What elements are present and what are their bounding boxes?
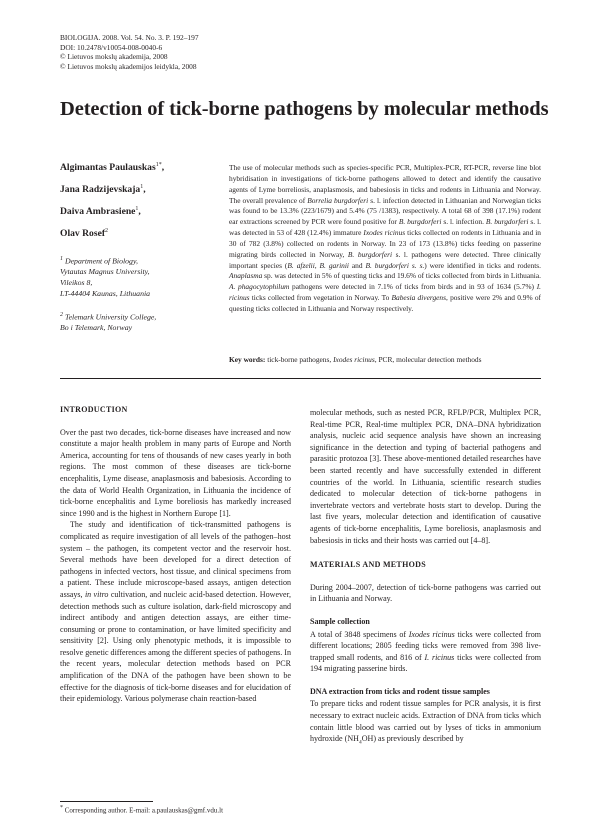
affiliation-line: Department of Biology, — [64, 256, 138, 266]
author-mark: 1* — [155, 162, 162, 168]
copyright-academy: © Lietuvos mokslų akademija, 2008 — [60, 52, 168, 62]
affiliation-line: Vytautas Magnus University, — [60, 267, 150, 277]
keywords-label: Key words: — [229, 355, 266, 364]
dna-extraction-heading: DNA extraction from ticks and rodent tissue samples — [310, 686, 490, 696]
affiliation-line: Vileikos 8, — [60, 278, 93, 288]
dna-extraction-paragraph: To prepare ticks and rodent tissue samples for PCR analysis, it is first necessary to extract nucleic acids. Extraction of DNA from ticks which contain little blood was carried out by lyses of ticks in ammonium hydroxide $(NH_4OH)$ as previously described by — [310, 699, 541, 746]
affiliation-2 — [60, 310, 220, 334]
copyright-publisher: © Lietuvos mokslų akademijos leidykla, 2008 — [60, 61, 197, 71]
methods-heading: MATERIALS AND METHODS — [310, 560, 426, 570]
author-2 — [60, 180, 220, 202]
author-3 — [60, 202, 220, 224]
section-divider — [60, 378, 541, 379]
affiliation-mark: 1 — [60, 256, 63, 262]
doi[interactable]: DOI: 10.2478/v10054-008-0040-6 — [60, 42, 163, 52]
abstract: The use of molecular methods such as species-specific PCR, Multiplex-PCR, RT-PCR, reverse line blot hybridisation in investigations of tick-borne pathogens allowed to detect and identify the causative agents of Lyme borreliosis, anaplasmosis, and babesiosis in ticks and rodents in Lithuania and Norway. The overall prevalence of Borrelia burgdorferi s. l. infection detected in Lithuanian and Norwegian ticks was found to be 13.3% (223/1679) and 5.4% (75 /1383), respectively. A total 68 of 398 (17.1%) rodent ear extractions screened by PCR were found positive for B. burgdorferi s. l. infection. B. burgdorferi s. l. was detected in 53 of 428 (12.4%) immature Ixodes ricinus ticks collected on rodents in Lithuania and in 30 of 782 (3.8%) collected on rodents in Norway. In 23 of 173 (13.8%) ticks feeding on passerine migrating birds collected in Norway, B. burgdorferi s. l. pathogens were detected. Three clinically important species (B. afzelii, B. garinii and B. burgdorferi s. s.) were identified in ticks and rodents. Anaplasma sp. was detected in 5% of questing ticks and 19.6% of ticks collected from birds in Lithuania. A. phagocytophilum pathogens were detected in 7.1% of ticks from birds and in 93 of 1634 (5.7%) I. ricinus ticks collected from vegetation in Norway. To Babesia divergens, positive were 2% and 0.9% of questing ticks collected in Lithuania and Norway respectively. — [229, 163, 541, 313]
affiliation-line: Telemark University College, — [64, 312, 157, 322]
author-name: Algimantas Paulauskas — [60, 162, 156, 174]
column-right — [310, 407, 541, 749]
article-title: Detection of tick-borne pathogens by molecular methods — [60, 98, 549, 120]
author-name: Daiva Ambrasiene — [60, 206, 136, 218]
affiliation-line: Bo i Telemark, Norway — [60, 323, 133, 333]
footnote: * Corresponding author. E-mail: a.paulauskas@gmf.vdu.lt — [60, 805, 224, 815]
author-suffix: , — [143, 184, 146, 196]
footnote-divider — [60, 801, 153, 802]
journal-meta — [60, 33, 199, 71]
author-1 — [60, 158, 220, 180]
author-mark: 1 — [140, 184, 144, 190]
methods-paragraph-1: During 2004–2007, detection of tick-borne pathogens was carried out in Lithuania and Norway. — [310, 582, 541, 604]
author-name: Jana Radzijevskaja — [60, 184, 141, 196]
introduction-heading: INTRODUCTION — [60, 405, 128, 414]
author-suffix: , — [161, 162, 165, 174]
author-mark: 2 — [105, 228, 109, 234]
journal-citation: BIOLOGIJA. 2008. Vol. 54. No. 3. P. 192–197 — [60, 33, 199, 42]
sample-collection-paragraph: A total of 3848 specimens of Ixodes ricinus ticks were collected from different locations; 2805 feeding ticks were removed from 398 live-trapped small rodents, and 816 of I. ricinus ticks were collected from 194 migrating passerine birds. — [310, 629, 542, 674]
author-suffix: , — [138, 206, 141, 218]
column-left — [60, 404, 291, 705]
author-name: Olav Rosef — [60, 228, 106, 240]
author-mark: 1 — [135, 206, 139, 212]
corresponding-author: Corresponding author. E-mail: a.paulauskas@gmf.vdu.lt — [63, 806, 224, 815]
sample-collection-heading: Sample collection — [310, 616, 370, 626]
keywords: Key words: tick-borne pathogens, Ixodes ricinus, PCR, molecular detection methods — [229, 355, 482, 364]
author-block — [60, 158, 220, 334]
intro-paragraph-1: Over the past two decades, tick-borne diseases have increased and now constitute a major health problem in many parts of Europe and North America, accounting for tens of thousands of new cases yearly in both regions. The most common of these diseases are tick-borne encephalitis, Lyme disease, anaplasmosis and babesiosis. According to the data of World Health Organization, in Lithuania the incidence of tick-borne encephalitis and Lyme boreliosis has markedly increased since 1990 and is the highest in Northern Europe [1]. — [60, 427, 291, 518]
intro-paragraph-3: molecular methods, such as nested PCR, RFLP/PCR, Multiplex PCR, Real-time PCR, Real-time multiplex PCR, DNA–DNA hybridization analysis, nucleic acid sequence analysis have shown an increasing significance in the detection and typing of bacterial pathogens and parasitic protozoa [3]. These above-mentioned detailed researches have been started recently and have successfully extended in different countries of the world. In Lithuania, scientific research studies dedicated to molecular detection of tick-borne pathogens in invertebrate vectors and vertebrate hosts start to develop. During the last five years, molecular detection and identification of causative agents of tick-borne encephalitis, Lyme boreliosis, anaplasmosis and babesiosis in ticks and their hosts was carried out [4–8]. — [310, 408, 541, 545]
author-4 — [60, 224, 220, 246]
affiliation-mark: 2 — [60, 311, 63, 318]
affiliation-line: LT-44404 Kaunas, Lithuania — [60, 288, 151, 298]
affiliation-1 — [60, 254, 220, 300]
intro-paragraph-2: The study and identification of tick-transmitted pathogens is complicated as require investigation of all levels of the pathogen–host system – the pathogen, its competent vector and the reservoir host. Several methods have been developed for a direct detection of pathogens in infected vectors, host tissue, and clinical specimens from a patient. These include microscope-based assays, antigen detection assays, in vitro cultivation, and nucleic acid-based detection. However, detection methods such as culture isolation, dark-field microscopy and indirect antibody and antigen detection assays, are either time-consuming or prone to contamination, or have limited specificity and sensitivity [2]. Using only phenotypic methods, it is impossible to resolve genetic differences among the different species of pathogens. In the recent years, molecular detection methods based on PCR amplification of the DNA of the pathogen have been shown to be effective for the diagnosis of tick-borne diseases and for elucidation of their epidemiology. Various polymerase chain reaction-based — [60, 520, 291, 704]
